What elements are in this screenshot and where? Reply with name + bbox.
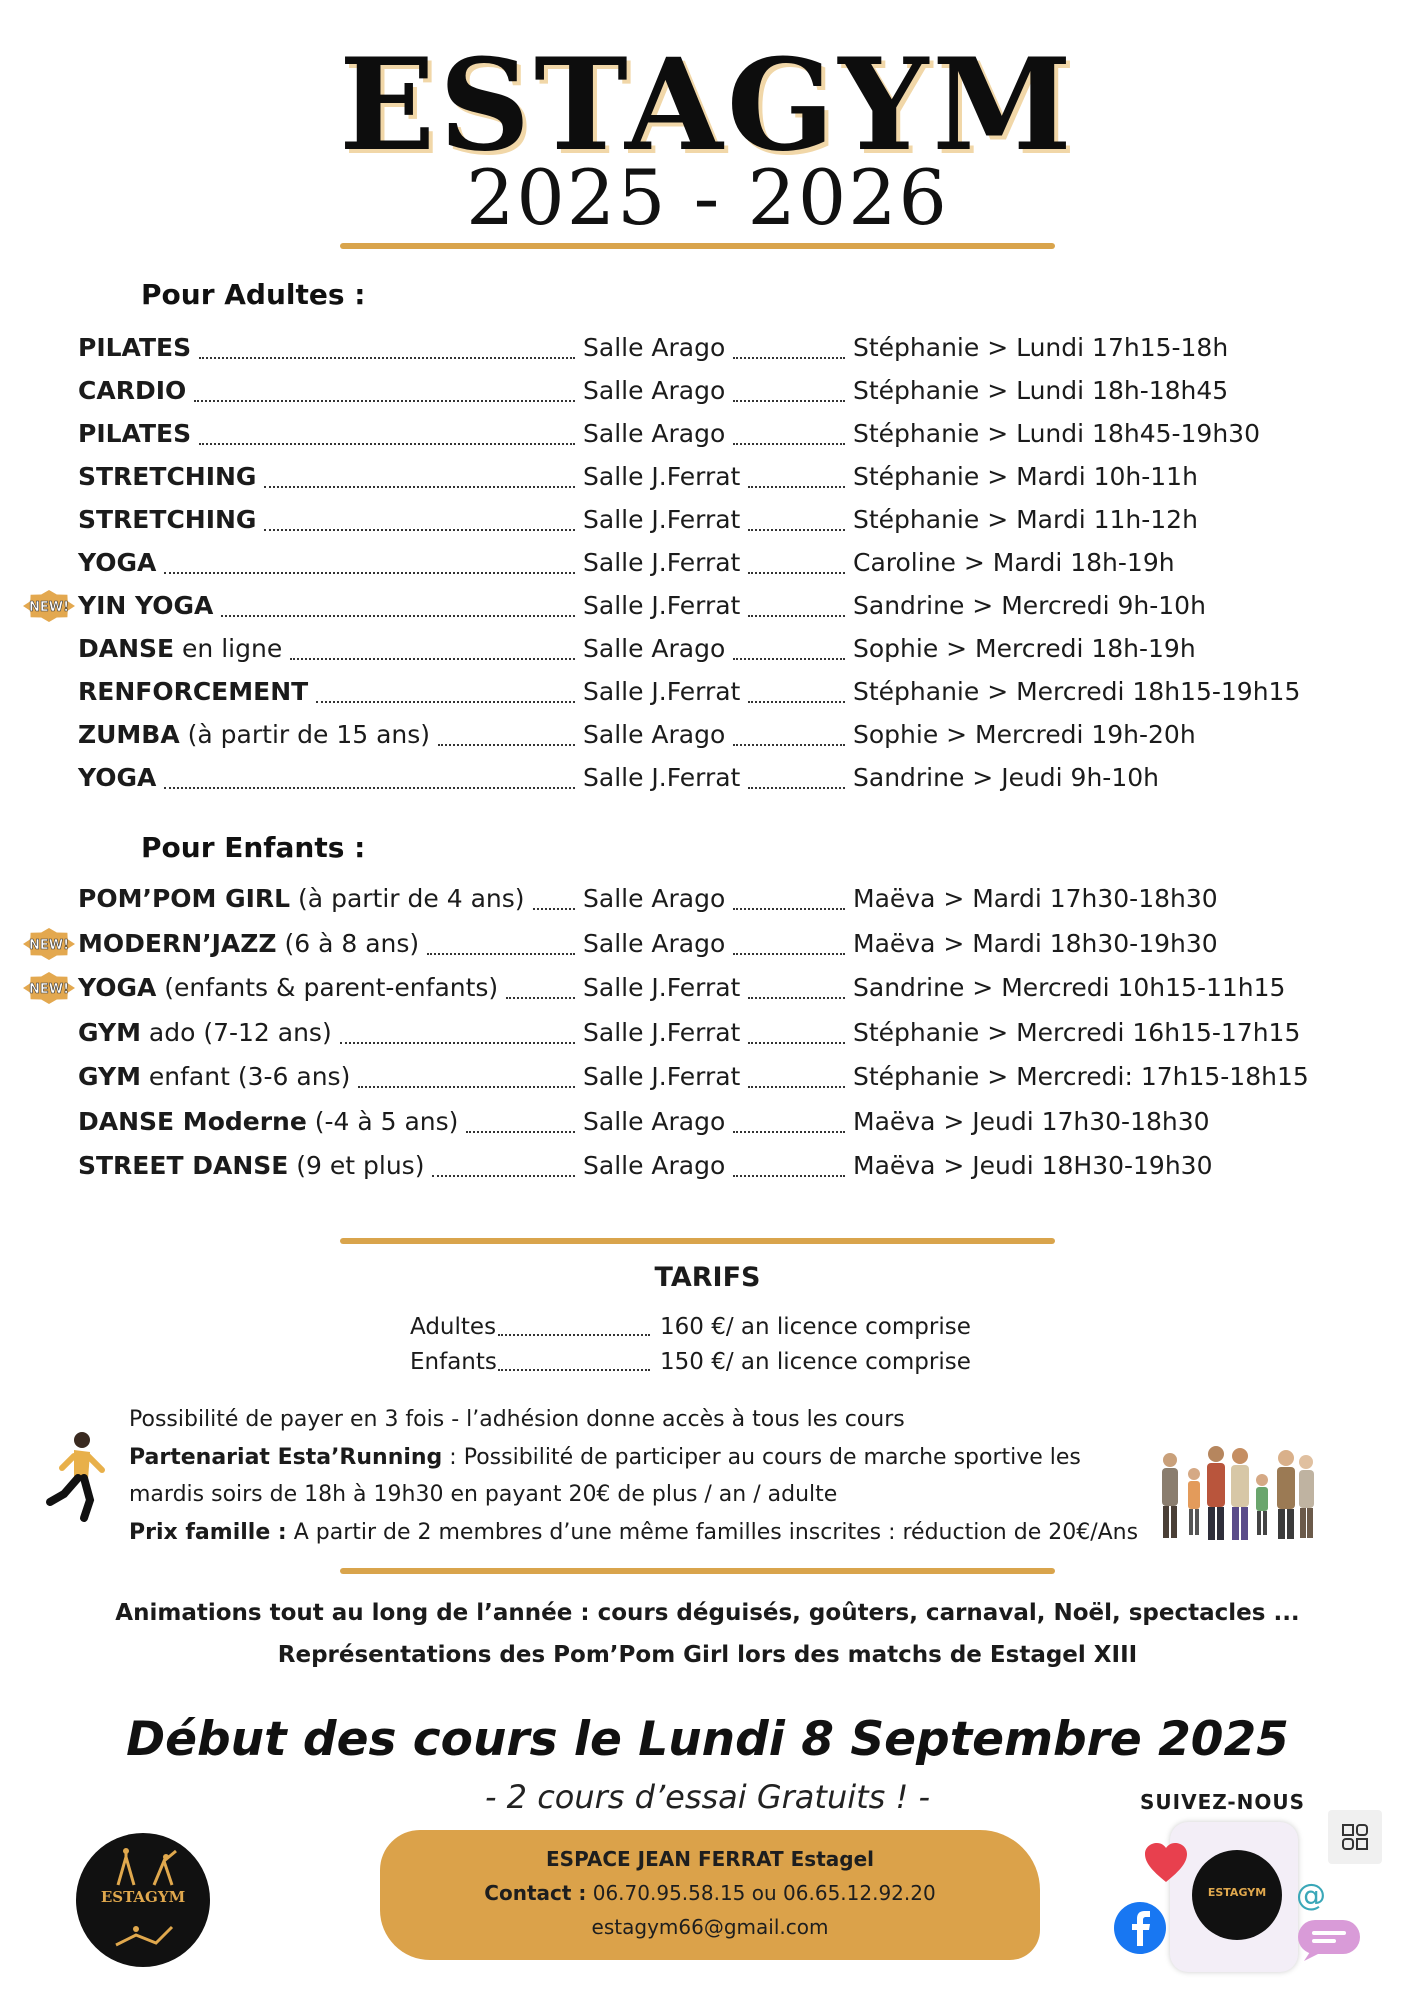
course-title: YOGA <box>78 763 157 792</box>
course-name <box>78 1146 424 1186</box>
course-room: Salle Arago <box>583 634 726 663</box>
dot-leader <box>264 529 575 531</box>
schedule-row <box>78 879 1338 919</box>
dot-leader <box>733 1175 845 1177</box>
course-schedule: Maëva > Jeudi 17h30-18h30 <box>853 1106 1210 1136</box>
contact-phones: 06.70.95.58.15 ou 06.65.12.92.20 <box>586 1881 936 1905</box>
course-schedule: Sandrine > Jeudi 9h-10h <box>853 763 1159 792</box>
partnership-info <box>129 1443 1081 1473</box>
course-title: YOGA <box>78 548 157 577</box>
new-badge-icon <box>22 971 76 1005</box>
new-badge-label: NEW! <box>28 600 70 615</box>
dot-leader <box>498 1369 650 1371</box>
dot-leader <box>432 1175 575 1177</box>
at-icon: @ <box>1296 1878 1326 1913</box>
course-schedule: Stéphanie > Mercredi: 17h15-18h15 <box>853 1062 1309 1091</box>
course-room: Salle J.Ferrat <box>583 677 741 706</box>
course-name <box>78 457 256 497</box>
contact-phones-line <box>380 1876 1040 1910</box>
course-title: CARDIO <box>78 376 187 405</box>
course-detail: enfant (3-6 ans) <box>140 1062 351 1091</box>
dot-leader <box>290 658 575 660</box>
schedule-row <box>78 1102 1338 1142</box>
schedule-row <box>78 586 1338 626</box>
dot-leader <box>733 1131 845 1133</box>
course-title: YOGA <box>78 973 157 1002</box>
dot-leader <box>221 615 575 617</box>
course-name <box>78 543 156 583</box>
dot-leader <box>748 529 845 531</box>
season-years: 2025 - 2026 <box>466 153 949 242</box>
course-schedule: Sandrine > Mercredi 9h-10h <box>853 591 1206 620</box>
social-phone-card <box>1170 1822 1298 1972</box>
contact-box <box>380 1830 1040 1960</box>
dot-leader <box>733 908 845 910</box>
schedule-row <box>78 968 1338 1008</box>
representations-text: Représentations des Pom’Pom Girl lors des matchs de Estagel XIII <box>277 1642 1138 1668</box>
course-schedule: Caroline > Mardi 18h-19h <box>853 548 1175 577</box>
dot-leader <box>733 443 845 445</box>
tarif-label: Adultes <box>410 1314 497 1340</box>
social-logo <box>1192 1850 1282 1940</box>
schedule-row <box>78 924 1338 964</box>
facebook-icon[interactable] <box>1112 1900 1168 1956</box>
gymnast-icon <box>98 1847 188 1887</box>
course-name <box>78 500 256 540</box>
tarif-adults <box>410 1310 971 1344</box>
course-schedule: Stéphanie > Mercredi 16h15-17h15 <box>853 1017 1301 1047</box>
dot-leader <box>438 744 575 746</box>
course-name <box>78 879 525 919</box>
course-room: Salle J.Ferrat <box>583 1017 741 1047</box>
page-title: ESTAGYM <box>339 31 1076 179</box>
children-heading: Pour Enfants : <box>141 831 366 864</box>
dot-leader <box>748 615 845 617</box>
dot-leader <box>533 908 575 910</box>
contact-label: Contact : <box>484 1881 587 1905</box>
course-room: Salle J.Ferrat <box>583 548 741 577</box>
social-logo-text: ESTAGYM <box>1207 1886 1267 1899</box>
course-room: Salle Arago <box>583 928 726 958</box>
course-name <box>78 758 156 798</box>
course-name <box>78 1102 458 1142</box>
schedule-row <box>78 1146 1338 1186</box>
course-name <box>78 371 186 411</box>
course-detail: en ligne <box>174 634 283 663</box>
follow-us-label: SUIVEZ-NOUS <box>1140 1790 1306 1814</box>
dot-leader <box>164 572 575 574</box>
course-schedule: Stéphanie > Lundi 18h-18h45 <box>853 376 1229 405</box>
qr-button[interactable] <box>1328 1810 1382 1864</box>
course-room: Salle J.Ferrat <box>583 505 741 534</box>
family-label: Prix famille : <box>129 1520 287 1545</box>
course-schedule: Maëva > Mardi 17h30-18h30 <box>853 884 1218 913</box>
course-title: GYM <box>78 1062 141 1091</box>
chat-bubble-icon <box>1296 1918 1362 1962</box>
course-room: Salle Arago <box>583 720 726 749</box>
course-room: Salle Arago <box>583 419 726 448</box>
course-schedule: Maëva > Mardi 18h30-19h30 <box>853 928 1218 958</box>
course-room: Salle Arago <box>583 1106 726 1136</box>
dot-leader <box>199 443 575 445</box>
contact-email[interactable]: estagym66@gmail.com <box>591 1915 829 1939</box>
dot-leader <box>733 953 845 955</box>
dot-leader <box>748 1042 845 1044</box>
tarif-children <box>410 1345 971 1379</box>
course-detail: (à partir de 4 ans) <box>290 884 525 913</box>
contact-place: ESPACE JEAN FERRAT Estagel <box>546 1847 874 1871</box>
course-schedule: Stéphanie > Mardi 10h-11h <box>853 462 1198 491</box>
partnership-info-2: mardis soirs de 18h à 19h30 en payant 20€ de plus / an / adulte <box>129 1482 838 1507</box>
course-schedule: Sophie > Mercredi 18h-19h <box>853 634 1196 663</box>
partnership-label: Partenariat Esta’Running <box>129 1445 443 1470</box>
course-name <box>78 414 191 454</box>
dot-leader <box>748 1086 845 1088</box>
course-room: Salle J.Ferrat <box>583 591 741 620</box>
course-room: Salle Arago <box>583 1151 726 1180</box>
divider <box>340 243 1055 249</box>
course-name <box>78 586 213 626</box>
schedule-row <box>78 414 1338 454</box>
course-title: ZUMBA <box>78 720 180 749</box>
dot-leader <box>466 1131 575 1133</box>
dot-leader <box>748 701 845 703</box>
dot-leader <box>733 400 845 402</box>
course-schedule: Stéphanie > Mardi 11h-12h <box>853 505 1198 534</box>
family-text: A partir de 2 membres d’une même familles inscrites : réduction de 20€/Ans <box>286 1520 1139 1545</box>
course-schedule: Stéphanie > Mercredi 18h15-19h15 <box>853 677 1301 706</box>
dot-leader <box>748 572 845 574</box>
course-name <box>78 629 282 669</box>
new-badge-label: NEW! <box>28 937 70 953</box>
course-room: Salle Arago <box>583 333 726 362</box>
schedule-row <box>78 715 1338 755</box>
course-room: Salle J.Ferrat <box>583 763 741 792</box>
qr-icon <box>1341 1823 1369 1851</box>
course-detail: (-4 à 5 ans) <box>306 1106 459 1136</box>
course-room: Salle Arago <box>583 884 726 913</box>
family-info <box>129 1518 1138 1548</box>
course-name <box>78 1057 350 1097</box>
course-title: STREET DANSE <box>78 1151 289 1180</box>
dot-leader <box>733 357 845 359</box>
dot-leader <box>748 997 845 999</box>
partnership-text: : Possibilité de participer au cours de marche sportive les <box>442 1445 1081 1470</box>
dot-leader <box>498 1334 650 1336</box>
start-date: Début des cours le Lundi 8 Septembre 2025 <box>126 1712 1289 1767</box>
animations-text: Animations tout au long de l’année : cours déguisés, goûters, carnaval, Noël, spectacles ... <box>115 1600 1300 1626</box>
course-name <box>78 968 498 1008</box>
dot-leader <box>358 1086 575 1088</box>
tarifs-title: TARIFS <box>654 1262 761 1293</box>
dot-leader <box>427 953 575 955</box>
dot-leader <box>199 357 575 359</box>
dancer-icon <box>106 1915 180 1955</box>
runner-icon <box>44 1430 114 1525</box>
course-detail: ado (7-12 ans) <box>140 1017 332 1047</box>
dot-leader <box>748 486 845 488</box>
schedule-row <box>78 371 1338 411</box>
course-title: GYM <box>78 1017 141 1047</box>
course-title: PILATES <box>78 333 192 362</box>
course-room: Salle J.Ferrat <box>583 973 741 1002</box>
course-detail: (à partir de 15 ans) <box>179 720 431 749</box>
schedule-row <box>78 1057 1338 1097</box>
course-schedule: Stéphanie > Lundi 18h45-19h30 <box>853 419 1260 448</box>
course-title: DANSE Moderne <box>78 1106 307 1136</box>
dot-leader <box>733 744 845 746</box>
schedule-row <box>78 758 1338 798</box>
dot-leader <box>748 787 845 789</box>
family-illustration <box>1150 1440 1320 1545</box>
estagym-logo <box>76 1833 210 1967</box>
course-detail: (6 à 8 ans) <box>276 928 420 958</box>
course-title: PILATES <box>78 419 192 448</box>
payment-info: Possibilité de payer en 3 fois - l’adhésion donne accès à tous les cours <box>129 1407 905 1432</box>
schedule-row <box>78 500 1338 540</box>
schedule-row <box>78 328 1338 368</box>
course-room: Salle J.Ferrat <box>583 1062 741 1091</box>
schedule-row <box>78 629 1338 669</box>
course-schedule: Stéphanie > Lundi 17h15-18h <box>853 333 1229 362</box>
course-name <box>78 924 419 964</box>
course-schedule: Sophie > Mercredi 19h-20h <box>853 720 1196 749</box>
course-schedule: Sandrine > Mercredi 10h15-11h15 <box>853 973 1286 1002</box>
course-detail: (9 et plus) <box>288 1151 425 1180</box>
course-detail: (enfants & parent-enfants) <box>156 973 499 1002</box>
schedule-row <box>78 672 1338 712</box>
course-schedule: Maëva > Jeudi 18H30-19h30 <box>853 1151 1213 1180</box>
trial-offer: - 2 cours d’essai Gratuits ! - <box>484 1778 931 1816</box>
adults-heading: Pour Adultes : <box>141 278 366 311</box>
course-title: DANSE <box>78 634 175 663</box>
course-title: MODERN’JAZZ <box>78 928 277 958</box>
dot-leader <box>264 486 575 488</box>
dot-leader <box>340 1042 575 1044</box>
course-title: POM’POM GIRL <box>78 884 291 913</box>
course-title: STRETCHING <box>78 462 257 491</box>
new-badge-icon <box>22 927 76 961</box>
tarif-price: 150 €/ an licence comprise <box>660 1349 971 1375</box>
heart-icon <box>1143 1842 1189 1884</box>
dot-leader <box>164 787 575 789</box>
course-title: RENFORCEMENT <box>78 677 309 706</box>
divider <box>340 1568 1055 1574</box>
logo-text: ESTAGYM <box>100 1888 186 1906</box>
course-title: STRETCHING <box>78 505 257 534</box>
course-name <box>78 328 191 368</box>
course-name <box>78 672 308 712</box>
dot-leader <box>733 658 845 660</box>
schedule-row <box>78 457 1338 497</box>
course-name <box>78 715 430 755</box>
schedule-row <box>78 1013 1338 1053</box>
dot-leader <box>316 701 575 703</box>
course-room: Salle Arago <box>583 376 726 405</box>
schedule-row <box>78 543 1338 583</box>
course-title: YIN YOGA <box>78 591 214 620</box>
new-badge-icon <box>22 589 76 623</box>
divider <box>340 1238 1055 1244</box>
tarif-price: 160 €/ an licence comprise <box>660 1314 971 1340</box>
dot-leader <box>194 400 575 402</box>
course-name <box>78 1013 332 1053</box>
tarif-label: Enfants <box>410 1349 497 1375</box>
course-room: Salle J.Ferrat <box>583 462 741 491</box>
new-badge-label: NEW! <box>28 982 70 997</box>
dot-leader <box>506 997 575 999</box>
